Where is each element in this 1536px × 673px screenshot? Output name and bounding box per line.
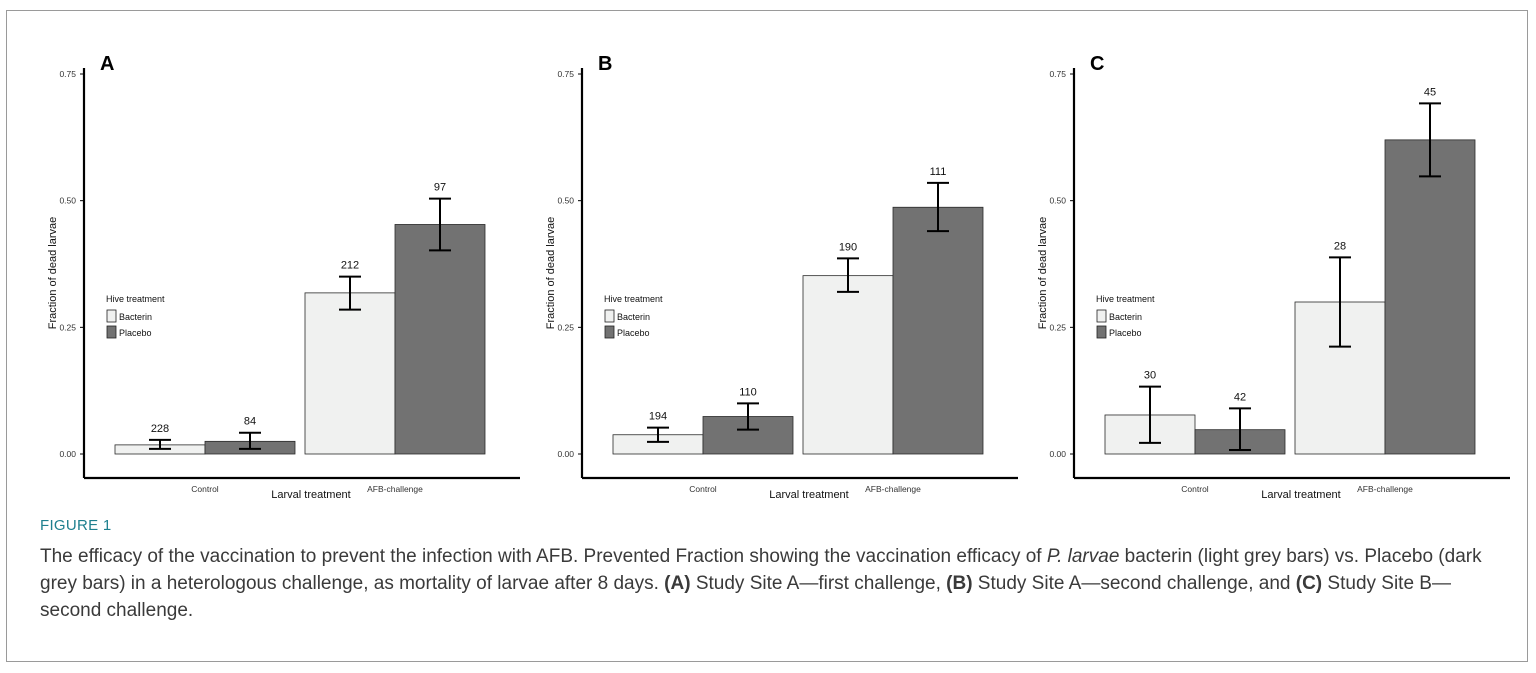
legend-swatch-bacterin [1097, 310, 1106, 322]
bar-chart-c [1030, 40, 1520, 500]
n-label: 97 [433, 181, 447, 194]
caption-text-5: Study Site B—second challenge. [40, 573, 1451, 621]
caption-ref-a: (A) [664, 573, 691, 594]
caption-text-4: Study Site A—second challenge, and [972, 573, 1296, 594]
bar [803, 276, 893, 454]
n-label: 30 [1143, 369, 1157, 382]
figure-label: FIGURE 1 [40, 517, 112, 534]
y-tick-label: 0.00 [557, 449, 574, 459]
n-label: 110 [739, 386, 757, 399]
figure-caption [40, 543, 1500, 624]
legend-label-bacterin: Bacterin [1109, 312, 1143, 322]
y-tick-label: 0.75 [59, 69, 76, 79]
x-axis-title: Larval treatment [271, 489, 351, 501]
legend-label-placebo: Placebo [119, 328, 152, 338]
panel-c [1030, 40, 1536, 510]
legend-title: Hive treatment [1096, 294, 1155, 304]
bar-chart-b [538, 40, 1028, 500]
caption-text-3: Study Site A—first challenge, [690, 573, 947, 594]
legend-swatch-bacterin [605, 310, 614, 322]
n-label: 228 [150, 422, 170, 435]
caption-species: P. larvae [1046, 546, 1120, 567]
y-tick-label: 0.50 [59, 195, 76, 206]
y-axis-title: Fraction of dead larvae [47, 216, 59, 330]
y-tick-label: 0.25 [1049, 322, 1066, 333]
legend-label-placebo: Placebo [1109, 328, 1142, 338]
panel-label: A [100, 53, 115, 75]
y-tick-label: 0.25 [59, 322, 76, 333]
x-axis-title: Larval treatment [769, 489, 849, 501]
y-tick-label: 0.75 [557, 69, 574, 79]
n-label: 194 [648, 410, 668, 423]
panel-a [40, 40, 550, 510]
legend-swatch-placebo [107, 326, 116, 338]
x-axis-title: Larval treatment [1261, 489, 1341, 501]
y-axis-title: Fraction of dead larvae [1037, 216, 1049, 330]
legend-swatch-placebo [605, 326, 614, 338]
legend-title: Hive treatment [604, 294, 663, 304]
n-label: 84 [243, 415, 257, 428]
n-label: 111 [929, 165, 947, 178]
caption-ref-b: (B) [946, 573, 973, 594]
panel-b [538, 40, 1048, 510]
bar [1385, 140, 1475, 454]
caption-text-1: The efficacy of the vaccination to prevent the infection with AFB. Prevented Fraction showing the vaccination efficacy of [40, 546, 1047, 567]
legend-swatch-placebo [1097, 326, 1106, 338]
legend-label-bacterin: Bacterin [617, 312, 651, 322]
y-tick-label: 0.00 [1049, 449, 1066, 459]
y-tick-label: 0.75 [1049, 69, 1066, 79]
x-tick-label: Control [689, 484, 717, 494]
x-tick-label: AFB-challenge [865, 484, 921, 494]
n-label: 190 [838, 241, 858, 254]
panel-label: C [1090, 53, 1105, 75]
x-tick-label: Control [1181, 484, 1209, 494]
y-tick-label: 0.50 [557, 195, 574, 206]
x-tick-label: Control [191, 484, 219, 494]
y-tick-label: 0.50 [1049, 195, 1066, 206]
legend-title: Hive treatment [106, 294, 165, 304]
legend-label-placebo: Placebo [617, 328, 650, 338]
bar [395, 224, 485, 454]
y-tick-label: 0.00 [59, 449, 76, 459]
panel-label: B [598, 53, 613, 75]
y-axis-title: Fraction of dead larvae [545, 216, 557, 330]
n-label: 45 [1423, 86, 1437, 99]
bar [305, 293, 395, 454]
n-label: 42 [1233, 391, 1247, 404]
legend-swatch-bacterin [107, 310, 116, 322]
bar-chart-a [40, 40, 530, 500]
n-label: 28 [1333, 240, 1347, 253]
n-label: 212 [340, 259, 360, 272]
x-tick-label: AFB-challenge [367, 484, 423, 494]
x-tick-label: AFB-challenge [1357, 484, 1413, 494]
legend-label-bacterin: Bacterin [119, 312, 153, 322]
caption-text-2: bacterin (light grey bars) vs. Placebo (dark grey bars) in a heterologous challenge, as mortality of larvae after 8 days. [40, 546, 1482, 594]
bar [893, 207, 983, 454]
caption-ref-c: (C) [1295, 573, 1323, 594]
y-tick-label: 0.25 [557, 322, 574, 333]
